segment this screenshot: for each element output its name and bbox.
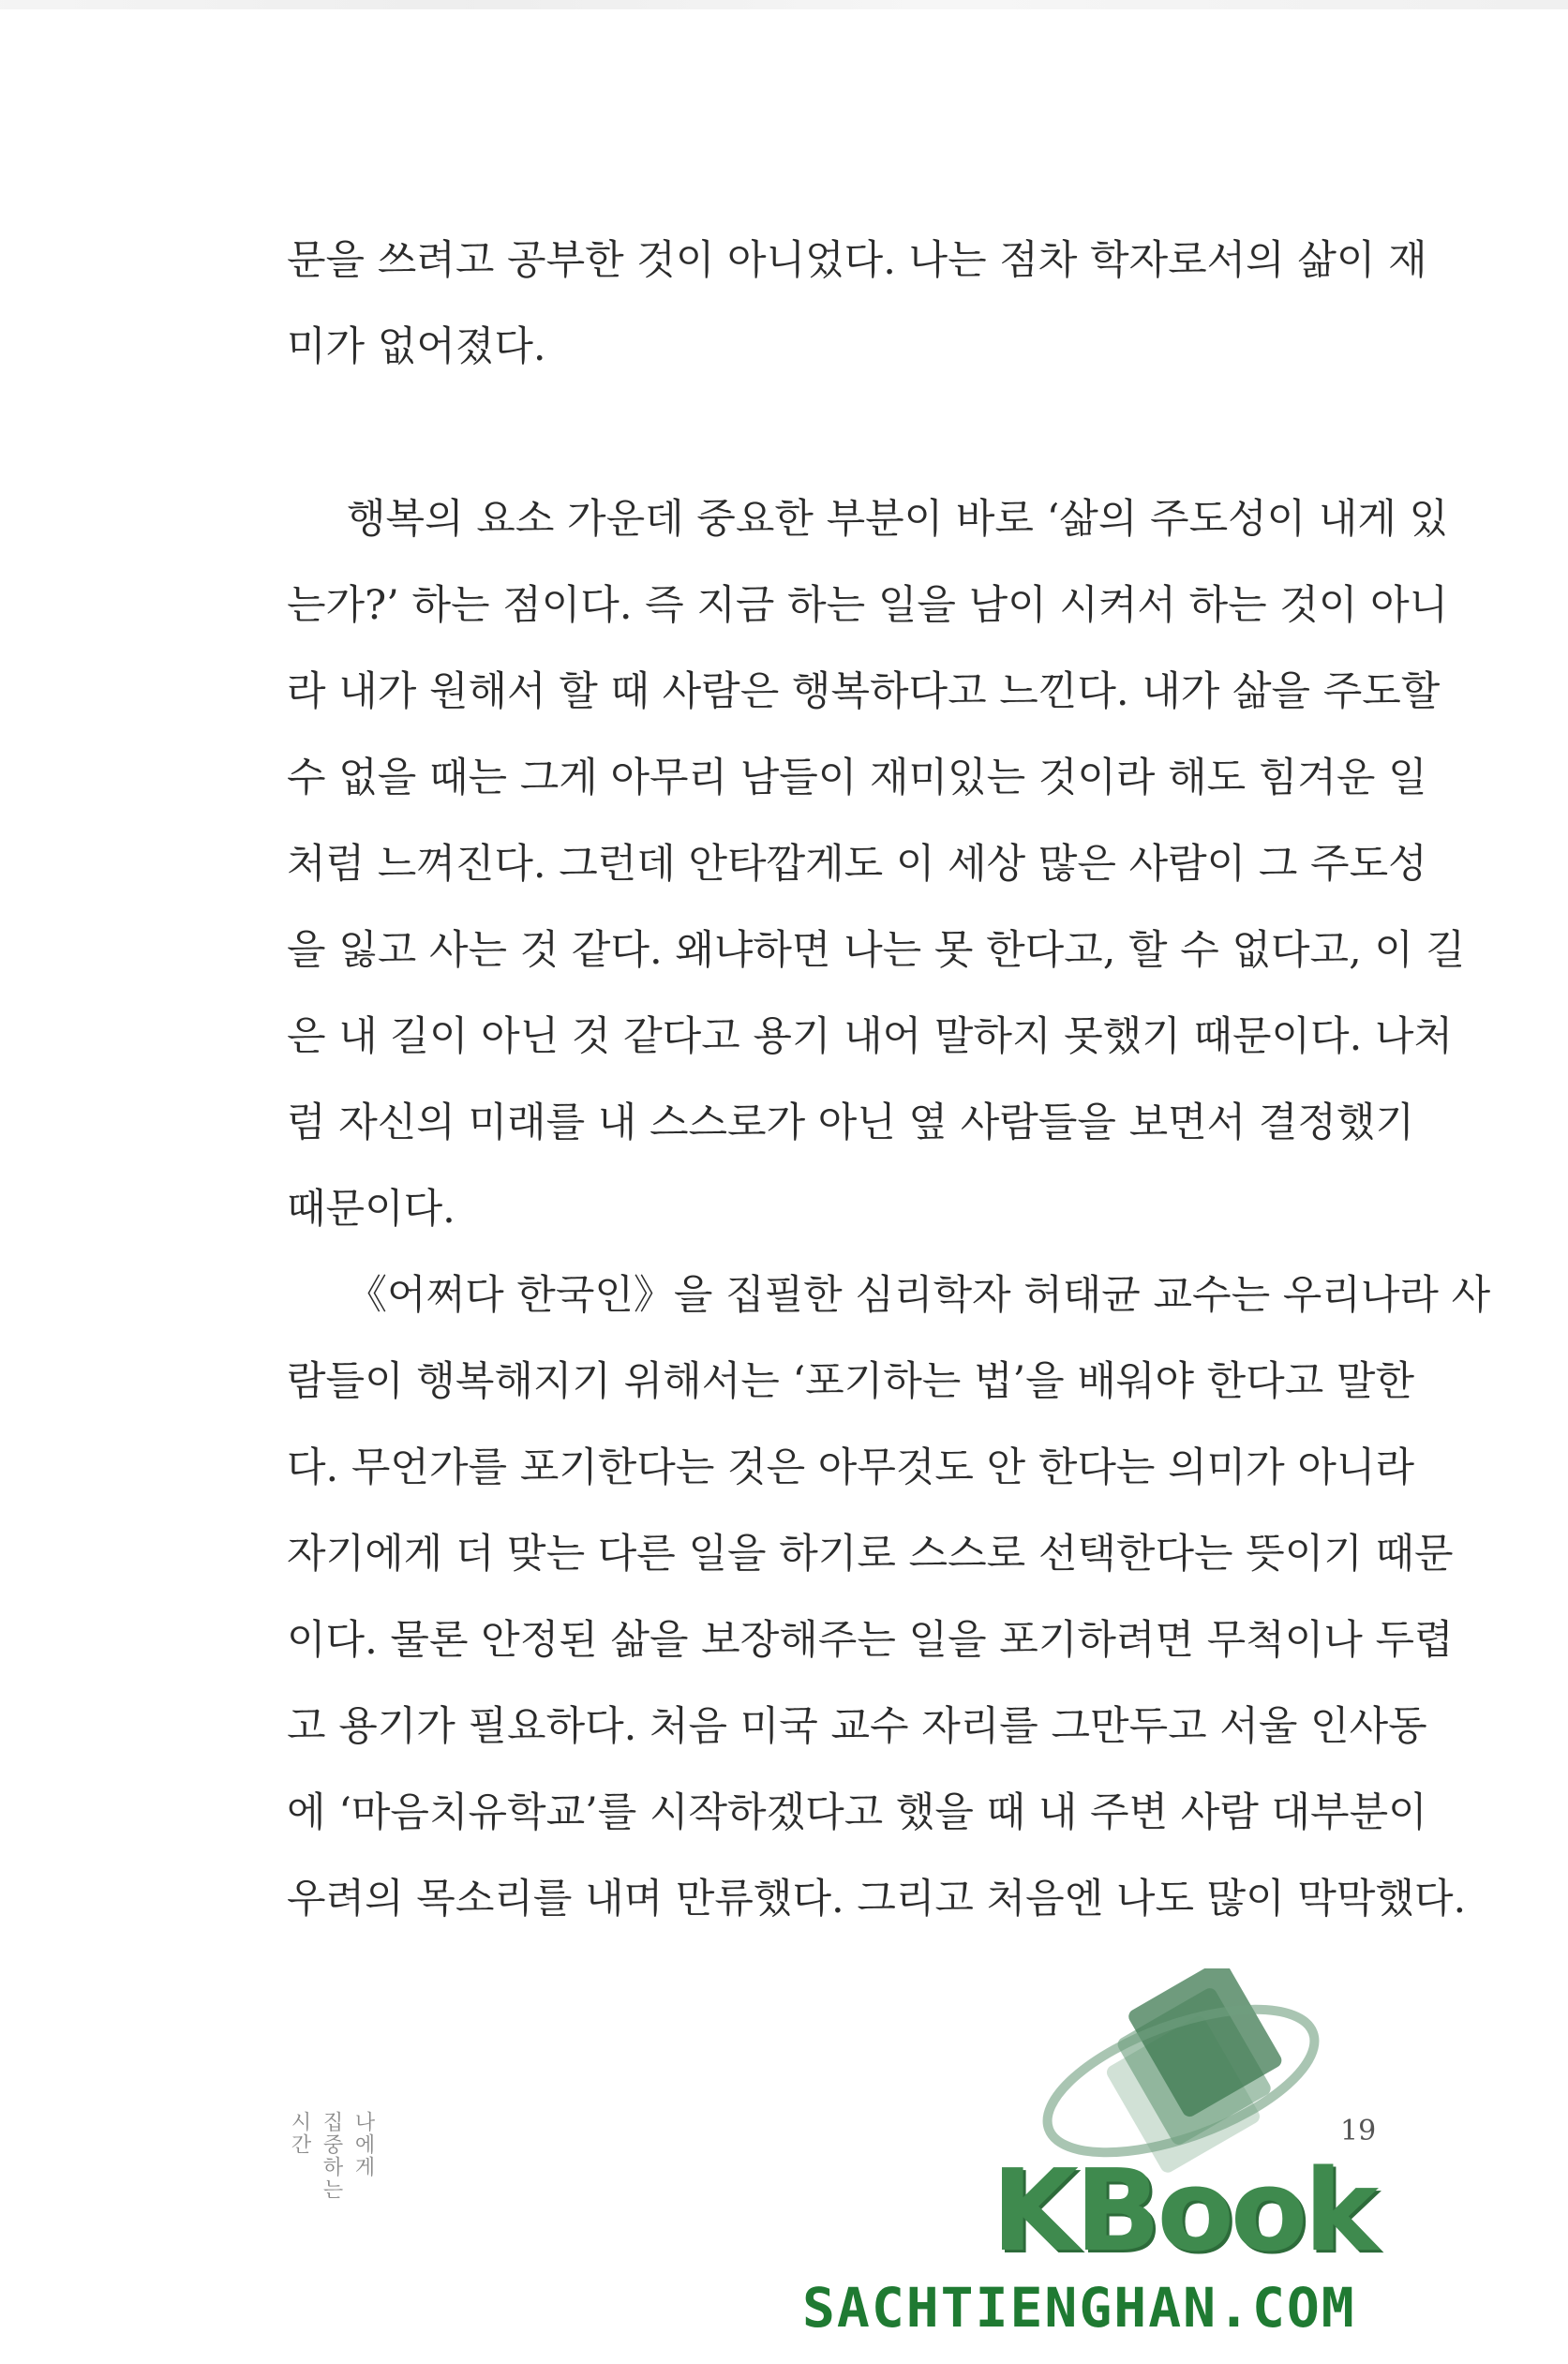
running-title-part: 시간 [288, 2111, 311, 2156]
running-title-part: 집중하는 [320, 2111, 343, 2201]
running-book-title [287, 2111, 375, 2201]
text-line: 럼 자신의 미래를 내 스스로가 아닌 옆 사람들을 보면서 결정했기 [287, 1100, 1415, 1146]
text-line: 문을 쓰려고 공부한 것이 아니었다. 나는 점차 학자로서의 삶이 재 [287, 237, 1427, 284]
page-number: 19 [1340, 2115, 1377, 2147]
top-scan-strip [0, 0, 1568, 9]
site-watermark-text: SACHTIENGHAN.COM [802, 2276, 1356, 2340]
text-line: 우려의 목소리를 내며 만류했다. 그리고 처음엔 나도 많이 막막했다. [287, 1876, 1467, 1923]
text-line: 은 내 길이 아닌 것 같다고 용기 내어 말하지 못했기 때문이다. 나처 [287, 1013, 1454, 1060]
text-line: 람들이 행복해지기 위해서는 ‘포기하는 법’을 배워야 한다고 말한 [287, 1358, 1415, 1405]
text-line: 이다. 물론 안정된 삶을 보장해주는 일을 포기하려면 무척이나 두렵 [287, 1617, 1454, 1664]
text-line: 수 없을 때는 그게 아무리 남들이 재미있는 것이라 해도 힘겨운 일 [287, 755, 1427, 801]
text-line: 에 ‘마음치유학교’를 시작하겠다고 했을 때 내 주변 사람 대부분이 [287, 1789, 1427, 1836]
book-body-text [287, 217, 1491, 1942]
text-line: 미가 없어졌다. [287, 323, 546, 370]
text-line: 처럼 느껴진다. 그런데 안타깝게도 이 세상 많은 사람이 그 주도성 [287, 841, 1427, 888]
text-line: 자기에게 더 맞는 다른 일을 하기로 스스로 선택한다는 뜻이기 때문 [287, 1531, 1454, 1578]
kbook-logo-text: KBook [992, 2147, 1376, 2277]
text-line: 다. 무언가를 포기한다는 것은 아무것도 안 한다는 의미가 아니라 [287, 1444, 1415, 1491]
text-line: 행복의 요소 가운데 중요한 부분이 바로 ‘삶의 주도성이 내게 있 [347, 496, 1449, 543]
text-line: 는가?’ 하는 점이다. 즉 지금 하는 일을 남이 시켜서 하는 것이 아니 [287, 582, 1449, 629]
text-line: 을 잃고 사는 것 같다. 왜냐하면 나는 못 한다고, 할 수 없다고, 이 길 [287, 927, 1466, 974]
running-title-part: 나에게 [351, 2111, 375, 2178]
text-line: 《어쩌다 한국인》을 집필한 심리학자 허태균 교수는 우리나라 사 [347, 1272, 1491, 1319]
text-line: 라 내가 원해서 할 때 사람은 행복하다고 느낀다. 내가 삶을 주도할 [287, 668, 1441, 715]
text-line: 고 용기가 필요하다. 처음 미국 교수 자리를 그만두고 서울 인사동 [287, 1703, 1427, 1750]
paragraph-gap [287, 390, 1374, 476]
text-line: 때문이다. [287, 1186, 455, 1233]
